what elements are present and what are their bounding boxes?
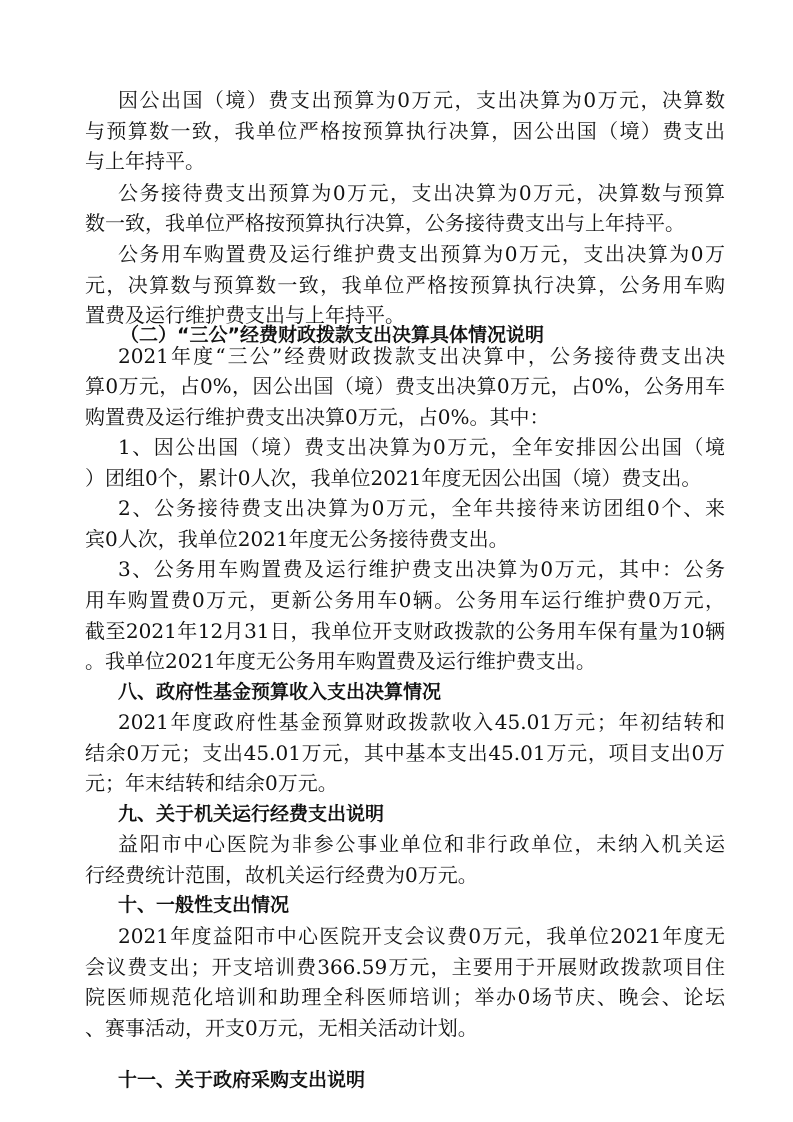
body-text-line: 置费及运行维护费支出与上年持平。 xyxy=(85,303,405,327)
body-text-line: 算0万元，占0%，因公出国（境）费支出决算0万元，占0%，公务用车 xyxy=(85,374,725,398)
body-text-line: 1、因公出国（境）费支出决算为0万元，全年安排因公出国（境 xyxy=(118,435,725,459)
body-text-line: ）团组0个，累计0人次，我单位2021年度无因公出国（境）费支出。 xyxy=(85,466,702,490)
section-heading: 八、政府性基金预算收入支出决算情况 xyxy=(118,681,442,703)
body-text-line: 数一致，我单位严格按预算执行决算，公务接待费支出与上年持平。 xyxy=(85,211,685,235)
body-text-line: 行经费统计范围，故机关运行经费为0万元。 xyxy=(85,863,478,887)
body-text-line: 。我单位2021年度无公务用车购置费及运行维护费支出。 xyxy=(85,649,596,673)
body-text-line: 2、公务接待费支出决算为0万元，全年共接待来访团组0个、来 xyxy=(118,496,725,520)
body-text-line: 院医师规范化培训和助理全科医师培训；举办0场节庆、晚会、论坛 xyxy=(85,985,725,1009)
section-heading: 十一、关于政府采购支出说明 xyxy=(118,1069,366,1091)
body-text-line: 公务用车购置费及运行维护费支出预算为0万元，支出决算为0万 xyxy=(118,242,725,266)
body-text-line: 结余0万元；支出45.01万元，其中基本支出45.01万元，项目支出0万 xyxy=(85,741,725,765)
body-text-line: 与预算数一致，我单位严格按预算执行决算，因公出国（境）费支出 xyxy=(85,119,725,143)
body-text-line: 2021年度政府性基金预算财政拨款收入45.01万元；年初结转和 xyxy=(118,710,725,734)
body-text-line: 益阳市中心医院为非参公事业单位和非行政单位，未纳入机关运 xyxy=(118,832,725,856)
body-text-line: 截至2021年12月31日，我单位开支财政拨款的公务用车保有量为10辆 xyxy=(85,619,725,643)
body-text-line: 2021年度益阳市中心医院开支会议费0万元，我单位2021年度无 xyxy=(118,924,725,948)
body-text-line: 用车购置费0万元，更新公务用车0辆。公务用车运行维护费0万元， xyxy=(85,588,725,612)
body-text-line: 、赛事活动，开支0万元，无相关活动计划。 xyxy=(85,1016,478,1040)
section-heading: （二）“三公”经费财政拨款支出决算具体情况说明 xyxy=(120,324,544,346)
body-text-line: 因公出国（境）费支出预算为0万元，支出决算为0万元，决算数 xyxy=(118,88,725,112)
body-text-line: 公务接待费支出预算为0万元，支出决算为0万元，决算数与预算 xyxy=(118,181,725,205)
body-text-line: 宾0人次，我单位2021年度无公务接待费支出。 xyxy=(85,527,509,551)
section-heading: 九、关于机关运行经费支出说明 xyxy=(118,803,385,825)
body-text-line: 2021年度“三公”经费财政拨款支出决算中，公务接待费支出决 xyxy=(118,344,725,368)
body-text-line: 与上年持平。 xyxy=(85,149,205,173)
body-text-line: 购置费及运行维护费支出决算0万元，占0%。其中： xyxy=(85,405,550,429)
body-text-line: 3、公务用车购置费及运行维护费支出决算为0万元，其中：公务 xyxy=(118,557,725,581)
section-heading: 十、一般性支出情况 xyxy=(118,894,290,916)
body-text-line: 元；年末结转和结余0万元。 xyxy=(85,771,338,795)
body-text-line: 会议费支出；开支培训费366.59万元，主要用于开展财政拨款项目住 xyxy=(85,955,725,979)
body-text-line: 元，决算数与预算数一致，我单位严格按预算执行决算，公务用车购 xyxy=(85,273,725,297)
